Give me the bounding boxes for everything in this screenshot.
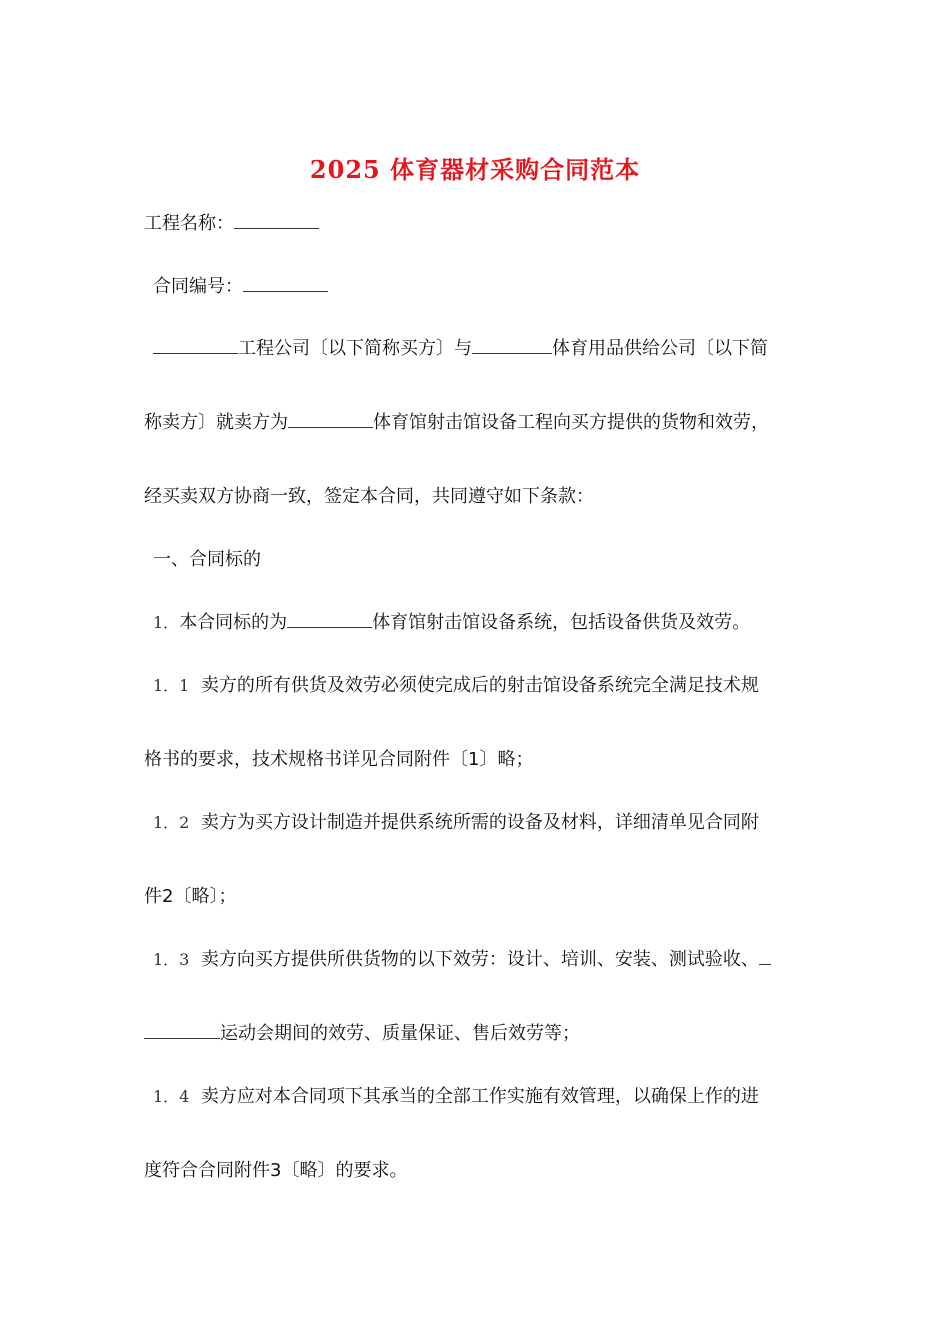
clause-1-1-line-1 [153, 674, 759, 698]
contract-number-line [153, 275, 328, 299]
project-name-line [144, 212, 319, 236]
document-title: 2025 体育器材采购合同范本 [309, 155, 641, 184]
intro-text-1a: 工程公司〔以下简称买方〕与 [238, 338, 472, 359]
clause-1-2-text: 卖方为买方设计制造并提供系统所需的设备及材料，详细清单见合同附 [200, 812, 759, 833]
clause-1-1-number: 1．1 [153, 676, 190, 695]
project-name-blank [234, 212, 319, 229]
clause-1-3-blank-start [759, 948, 771, 965]
clause-1-text-a: 本合同标的为 [179, 612, 288, 633]
clause-1-3-blank-end [144, 1022, 220, 1039]
intro-text-2a: 称卖方〕就卖方为 [144, 412, 288, 433]
clause-1-4-number: 1．4 [153, 1087, 190, 1106]
intro-text-1b: 体育用品供给公司〔以下简 [552, 338, 768, 359]
clause-1-1-text: 卖方的所有供货及效劳必须使完成后的射击馆设备系统完全满足技术规 [200, 675, 759, 696]
intro-line-3: 经买卖双方协商一致，签定本合同，共同遵守如下条款： [144, 486, 594, 507]
clause-1-1-line-2: 格书的要求，技术规格书详见合同附件〔1〕略； [144, 749, 534, 770]
clause-1-2-line-1 [153, 811, 759, 835]
contract-number-blank [243, 275, 328, 292]
clause-1-number: 1． [153, 613, 180, 632]
section-heading: 一、合同标的 [153, 549, 261, 570]
intro-line-2 [144, 411, 769, 435]
intro-line-1 [153, 337, 768, 361]
clause-1-4-line-1 [153, 1085, 759, 1109]
clause-1-2-number: 1．2 [153, 813, 190, 832]
buyer-name-blank [153, 337, 238, 354]
clause-1-text-b: 体育馆射击馆设备系统，包括设备供货及效劳。 [372, 612, 751, 633]
seller-name-blank [472, 337, 552, 354]
clause-1-blank [287, 611, 372, 628]
clause-1-3-line-2 [144, 1022, 580, 1046]
clause-1-3-line-1 [153, 948, 771, 972]
clause-1-3-text-2: 运动会期间的效劳、质量保证、售后效劳等； [220, 1023, 580, 1044]
clause-1-4-text: 卖方应对本合同项下其承当的全部工作实施有效管理，以确保上作的进 [200, 1086, 759, 1107]
clause-1 [153, 611, 750, 635]
clause-1-2-line-2: 件2〔略〕； [144, 886, 237, 907]
venue-name-blank [288, 411, 373, 428]
clause-1-4-line-2: 度符合合同附件3〔略〕的要求。 [144, 1160, 408, 1181]
contract-number-label: 合同编号： [153, 276, 243, 297]
clause-1-3-number: 1．3 [153, 950, 190, 969]
project-name-label: 工程名称： [144, 213, 234, 234]
clause-1-3-text: 卖方向买方提供所供货物的以下效劳：设计、培训、安装、测试验收、 [200, 949, 759, 970]
intro-text-2b: 体育馆射击馆设备工程向买方提供的货物和效劳， [373, 412, 769, 433]
